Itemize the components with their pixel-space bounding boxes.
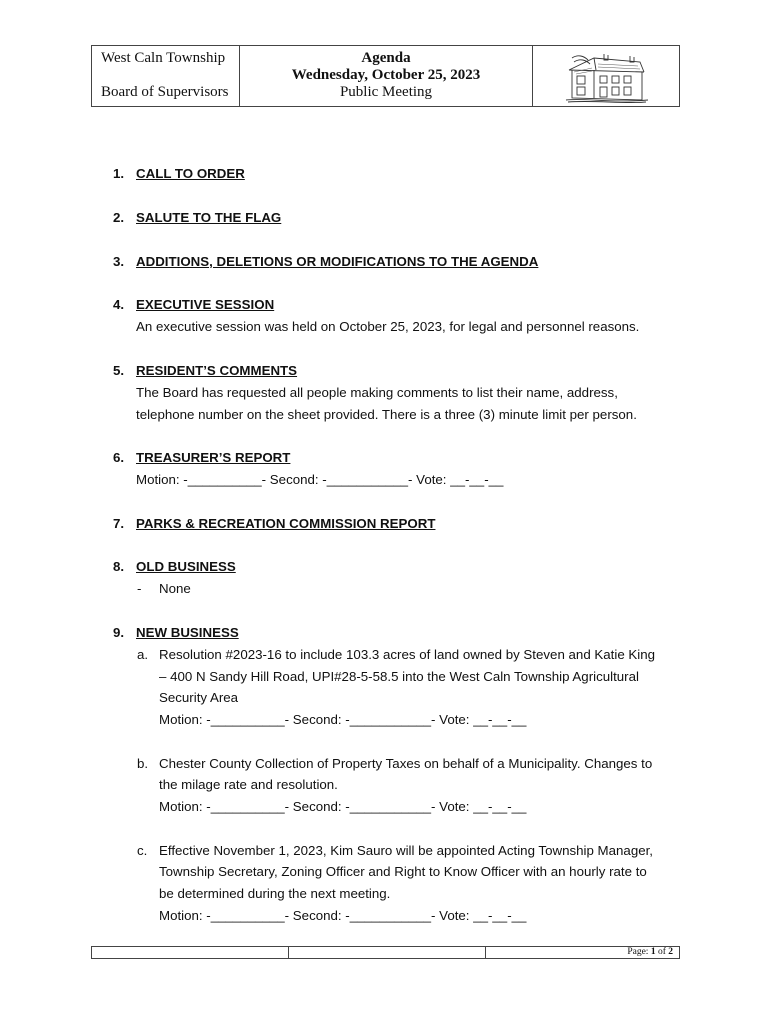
motion-line: Motion: -__________- Second: -___________- Vote: __-__-__ — [159, 799, 527, 814]
item-number: 7. — [113, 516, 125, 531]
item-number: 9. — [113, 625, 125, 640]
item-text: An executive session was held on October 25, 2023, for legal and personnel reasons. — [136, 319, 640, 334]
item-title-old-business: OLD BUSINESS — [136, 559, 236, 574]
item-text: The Board has requested all people making comments to list their name, address, — [136, 385, 618, 400]
item-title-call-to-order: CALL TO ORDER — [136, 166, 245, 181]
item-title-parks-recreation: PARKS & RECREATION COMMISSION REPORT — [136, 516, 436, 531]
bullet-dash: - — [137, 581, 142, 596]
sub-item-letter: a. — [137, 647, 149, 662]
item-number: 2. — [113, 210, 125, 225]
header-table — [91, 45, 680, 107]
sub-item-text: Chester County Collection of Property Taxes on behalf of a Municipality. Changes to — [159, 756, 653, 771]
motion-line: Motion: -__________- Second: -___________- Vote: __-__-__ — [159, 908, 527, 923]
bullet-text: None — [159, 581, 191, 596]
township-building-sketch-icon — [564, 48, 648, 104]
item-title-salute-to-flag: SALUTE TO THE FLAG — [136, 210, 282, 225]
current-page: 1 — [650, 947, 656, 957]
item-number: 8. — [113, 559, 125, 574]
header-left-cell — [92, 46, 240, 106]
sub-item-text: Resolution #2023-16 to include 103.3 acres of land owned by Steven and Katie King — [159, 647, 656, 662]
page-of: of — [657, 947, 666, 957]
township-name: West Caln Township — [101, 50, 226, 66]
footer-cell — [289, 947, 486, 958]
sub-item-letter: b. — [137, 756, 149, 771]
sub-item-text: Security Area — [159, 690, 239, 705]
item-title-new-business: NEW BUSINESS — [136, 625, 239, 640]
meeting-date: Wednesday, October 25, 2023 — [291, 67, 481, 83]
footer-cell — [92, 947, 289, 958]
header-center-cell — [240, 46, 533, 106]
item-number: 1. — [113, 166, 125, 181]
board-name: Board of Supervisors — [101, 84, 229, 100]
total-pages: 2 — [668, 947, 673, 957]
sub-item-text: the milage rate and resolution. — [159, 777, 338, 792]
page-label: Page: — [627, 947, 649, 957]
sub-item-text: Township Secretary, Zoning Officer and Right to Know Officer with an hourly rate to — [159, 864, 647, 879]
item-number: 6. — [113, 450, 125, 465]
page-number — [486, 947, 679, 958]
header-logo-cell — [533, 46, 679, 106]
sub-item-letter: c. — [137, 843, 148, 858]
item-title-executive-session: EXECUTIVE SESSION — [136, 297, 275, 312]
item-text: telephone number on the sheet provided. There is a three (3) minute limit per person. — [136, 407, 637, 422]
motion-line: Motion: -__________- Second: -___________- Vote: __-__-__ — [136, 472, 504, 487]
page-footer — [91, 946, 680, 959]
sub-item-text: – 400 N Sandy Hill Road, UPI#28-5-58.5 into the West Caln Township Agricultural — [159, 669, 639, 684]
item-title-agenda-changes: ADDITIONS, DELETIONS OR MODIFICATIONS TO THE AGENDA — [136, 254, 539, 269]
page-title: Agenda — [361, 50, 411, 66]
item-title-treasurers-report: TREASURER’S REPORT — [136, 450, 291, 465]
sub-item-text: Effective November 1, 2023, Kim Sauro will be appointed Acting Township Manager, — [159, 843, 653, 858]
item-number: 4. — [113, 297, 125, 312]
item-number: 5. — [113, 363, 125, 378]
item-number: 3. — [113, 254, 125, 269]
motion-line: Motion: -__________- Second: -___________- Vote: __-__-__ — [159, 712, 527, 727]
sub-item-text: be determined during the next meeting. — [159, 886, 391, 901]
item-title-residents-comments: RESIDENT’S COMMENTS — [136, 363, 298, 378]
meeting-type: Public Meeting — [339, 84, 433, 100]
